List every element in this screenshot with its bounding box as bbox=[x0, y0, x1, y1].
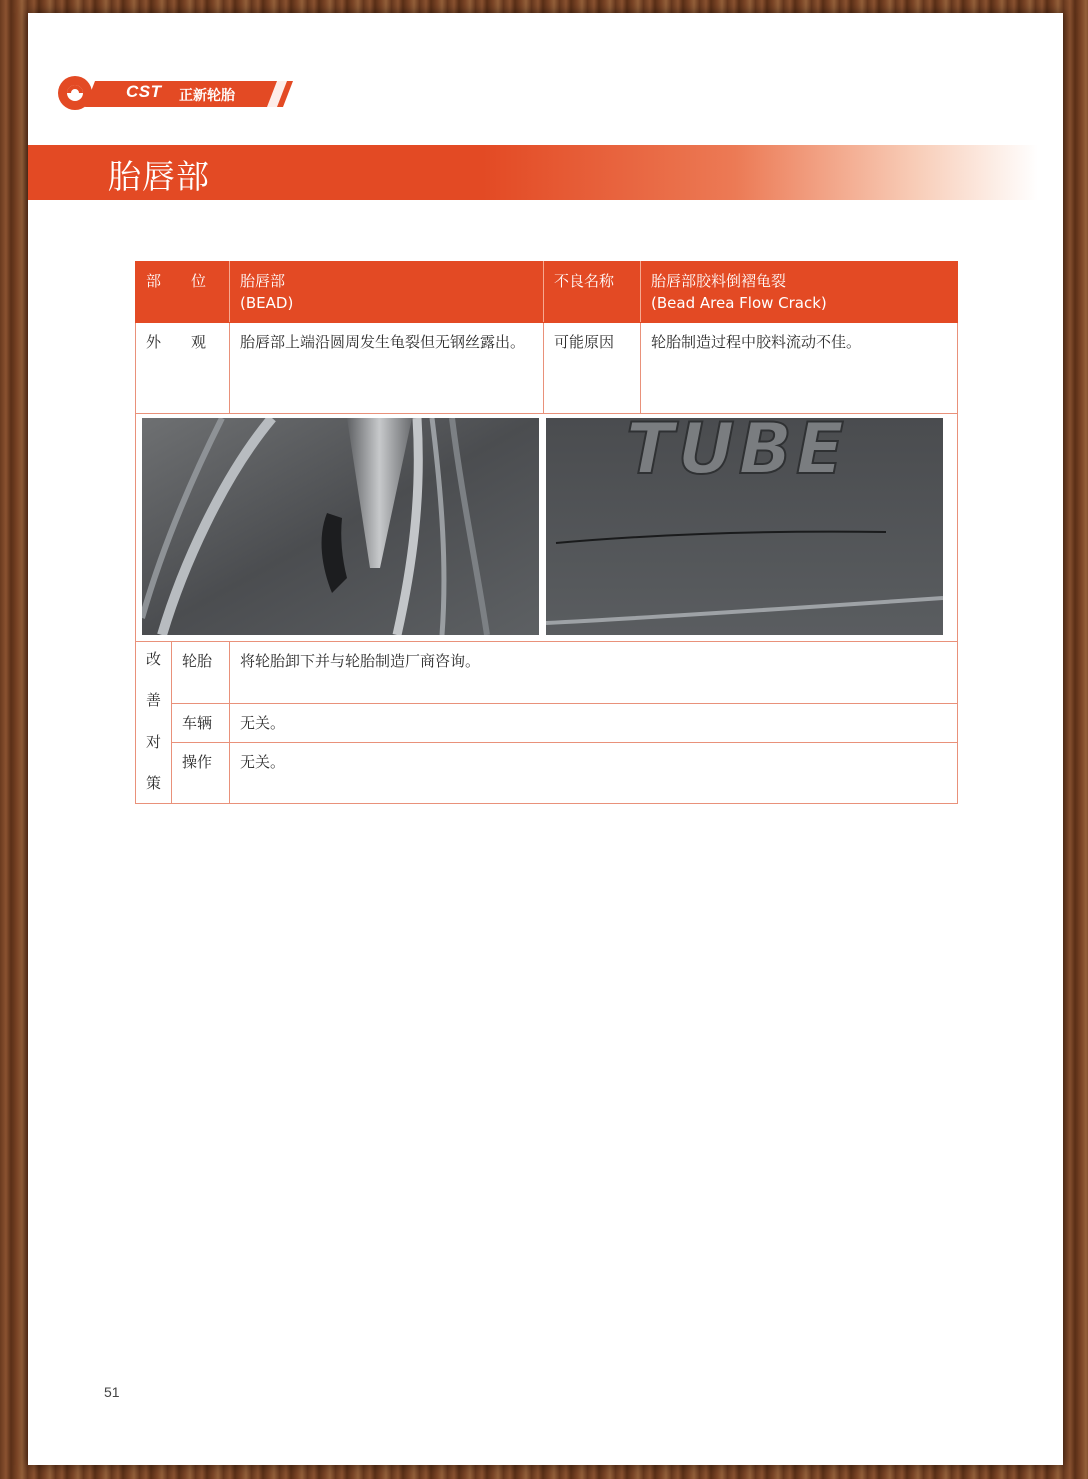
cst-logo bbox=[55, 73, 295, 113]
improvement-char-1: 改 bbox=[145, 650, 161, 668]
bead-crack-probe-photo bbox=[142, 418, 539, 635]
tire-sidewall-crack-photo bbox=[546, 418, 943, 635]
photo-pair bbox=[142, 418, 951, 635]
improvement-char-4: 策 bbox=[145, 773, 161, 792]
tire-label: 轮胎 bbox=[172, 642, 230, 704]
tube-embossed-text: TUBE bbox=[626, 418, 848, 490]
vehicle-measure: 无关。 bbox=[230, 704, 958, 743]
improvement-label bbox=[136, 642, 172, 804]
cause-value: 轮胎制造过程中胶料流动不佳。 bbox=[641, 323, 958, 414]
logo-chinese-name: 正新轮胎 bbox=[179, 88, 235, 104]
appearance-value: 胎唇部上端沿圆周发生龟裂但无钢丝露出。 bbox=[230, 323, 544, 414]
part-value bbox=[230, 262, 544, 323]
part-label: 部 位 bbox=[136, 262, 230, 323]
improvement-row-tire bbox=[136, 642, 958, 704]
defect-value-cn: 胎唇部胶料倒褶龟裂 bbox=[651, 272, 787, 290]
defect-spec-table bbox=[135, 261, 958, 804]
table-header-row bbox=[136, 262, 958, 323]
cause-label: 可能原因 bbox=[544, 323, 641, 414]
logo-text: CST bbox=[126, 82, 162, 101]
part-value-en: (BEAD) bbox=[240, 294, 294, 312]
improvement-char-3: 对 bbox=[145, 732, 161, 751]
appearance-row bbox=[136, 323, 958, 414]
tire-measure: 将轮胎卸下并与轮胎制造厂商咨询。 bbox=[230, 642, 958, 704]
cst-logo-mark bbox=[55, 73, 295, 113]
page-number: 51 bbox=[104, 1384, 120, 1400]
defect-value bbox=[641, 262, 958, 323]
improvement-row-operation bbox=[136, 743, 958, 804]
operation-label: 操作 bbox=[172, 743, 230, 804]
document-page bbox=[28, 13, 1063, 1465]
appearance-label: 外 观 bbox=[136, 323, 230, 414]
improvement-char-2: 善 bbox=[145, 691, 161, 710]
operation-measure: 无关。 bbox=[230, 743, 958, 804]
part-value-cn: 胎唇部 bbox=[240, 272, 286, 290]
improvement-row-vehicle bbox=[136, 704, 958, 743]
section-banner bbox=[28, 145, 1038, 200]
defect-value-en: (Bead Area Flow Crack) bbox=[651, 294, 827, 312]
defect-label: 不良名称 bbox=[544, 262, 641, 323]
section-title: 胎唇部 bbox=[108, 157, 210, 196]
photo-row bbox=[136, 414, 958, 642]
photo-cell bbox=[136, 414, 958, 642]
vehicle-label: 车辆 bbox=[172, 704, 230, 743]
